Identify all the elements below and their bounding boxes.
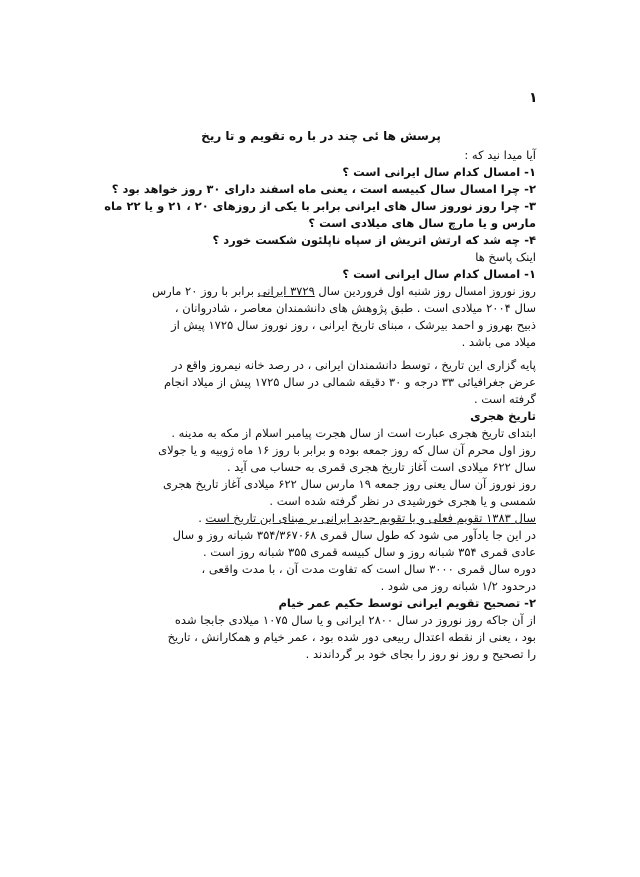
hijri-line-6: در این جا یادآور می شود که طول سال قمری ۳۵۴/۳۶۷۰۶۸ شبانه روز و سال — [172, 528, 536, 542]
hijri-line-4: روز نوروز آن سال یعنی روز جمعه ۱۹ مارس سال ۶۲۲ میلادی آغاز تاریخ هجری — [163, 477, 536, 491]
question-2: ۲- چرا امسال سال کبیسه است ، یعنی ماه اسفند دارای ۳۰ روز خواهد بود ؟ — [111, 182, 536, 196]
section2-heading: ۲- تصحیح تقویم ایرانی توسط حکیم عمر خیام — [278, 596, 536, 610]
hijri-line-1: ابتدای تاریخ هجری عبارت است از سال هجرت پیامبر اسلام از مکه به مدینه . — [171, 426, 536, 440]
answers-intro: اینک پاسخ ها — [475, 250, 536, 264]
hijri-paragraph — [106, 425, 536, 595]
intro-line: آیا میدا نید که : — [464, 148, 536, 162]
question-4: ۴- چه شد که ارتش اتریش از سپاه ناپلئون شکست خورد ؟ — [212, 233, 536, 247]
question-1: ۱- امسال کدام سال ایرانی است ؟ — [342, 165, 536, 179]
section1-para2-line-1: پایه گزاری این تاریخ ، توسط دانشمندان ایرانی ، در رصد خانه نیمروز واقع در — [171, 358, 536, 372]
questions-list — [106, 164, 536, 249]
section1-para1-line-1: روز نوروز امسال روز شنبه اول فروردین سال ۳۷۲۹ ایرانی برابر با روز ۲۰ مارس — [152, 284, 536, 298]
hijri-line-3: سال ۶۲۲ میلادی است آغاز تاریخ هجری قمری به حساب می آید . — [226, 460, 536, 474]
section1-para1-line-3: ذبیح بهروز و احمد بیرشک ، مبنای تاریخ ایرانی ، روز نوروز سال ۱۷۲۵ پیش از — [171, 318, 536, 332]
document-body — [106, 128, 536, 663]
section1-para2 — [106, 357, 536, 408]
hijri-line-2: روز اول محرم آن سال که روز جمعه بوده و برابر با روز ۱۶ ماه ژوییه و یا جولای — [158, 443, 536, 457]
question-3: ۳- چرا روز نوروز سال های ایرانی برابر با یکی از روزهای ۲۰ ، ۲۱ و یا ۲۲ ماه — [104, 199, 536, 213]
hijri-line-8: دوره سال قمری ۳۰۰۰ سال است که تفاوت مدت آن ، با مدت واقعی ، — [201, 562, 536, 576]
section2-paragraph — [106, 612, 536, 663]
section1-para1-line-2: سال ۲۰۰۴ میلادی است . طبق پژوهش های دانشمندان معاصر ، شادروانان ، — [174, 301, 536, 315]
section1-para2-line-3: گرفته است . — [473, 392, 536, 406]
hijri-line-9: درحدود ۱/۲ شبانه روز می شود . — [380, 579, 536, 593]
section1-para1-line-4: میلاد می باشد . — [461, 335, 536, 349]
hijri-line-5: شمسی و یا هجری خورشیدی در نظر گرفته شده است . — [269, 494, 536, 508]
hijri-underlined-line: سال ۱۳۸۳ تقویم فعلی و یا تقویم جدید ایرانی بر مبنای این تاریخ است . — [198, 511, 536, 525]
hijri-heading: تاریخ هجری — [470, 409, 536, 423]
page-title: پرسش ها ئی چند در با ره تقویم و تا ریخ — [201, 129, 441, 143]
section1-para2-line-2: عرض جغرافیائی ۳۳ درجه و ۳۰ دقیقه شمالی در سال ۱۷۲۵ پیش از میلاد انجام — [164, 375, 536, 389]
hijri-line-7: عادی قمری ۳۵۴ شبانه روز و سال کبیسه قمری ۳۵۵ شبانه روز است . — [202, 545, 536, 559]
section2-line-3: را تصحیح و روز نو روز را بجای خود بر گرداندند . — [305, 647, 536, 661]
section2-line-2: بود ، یعنی از نقطه اعتدال ربیعی دور شده بود ، عمر خیام و همکارانش ، تاریخ — [167, 630, 536, 644]
section1-para1 — [106, 283, 536, 351]
section2-line-1: از آن جاکه روز نوروز در سال ۲۸۰۰ ایرانی و یا سال ۱۰۷۵ میلادی جابجا شده — [174, 613, 536, 627]
page-number: ۱ — [529, 90, 538, 106]
section1-heading: ۱- امسال کدام سال ایرانی است ؟ — [342, 267, 536, 281]
question-3-cont: مارس و یا مارچ سال های میلادی است ؟ — [308, 216, 536, 230]
